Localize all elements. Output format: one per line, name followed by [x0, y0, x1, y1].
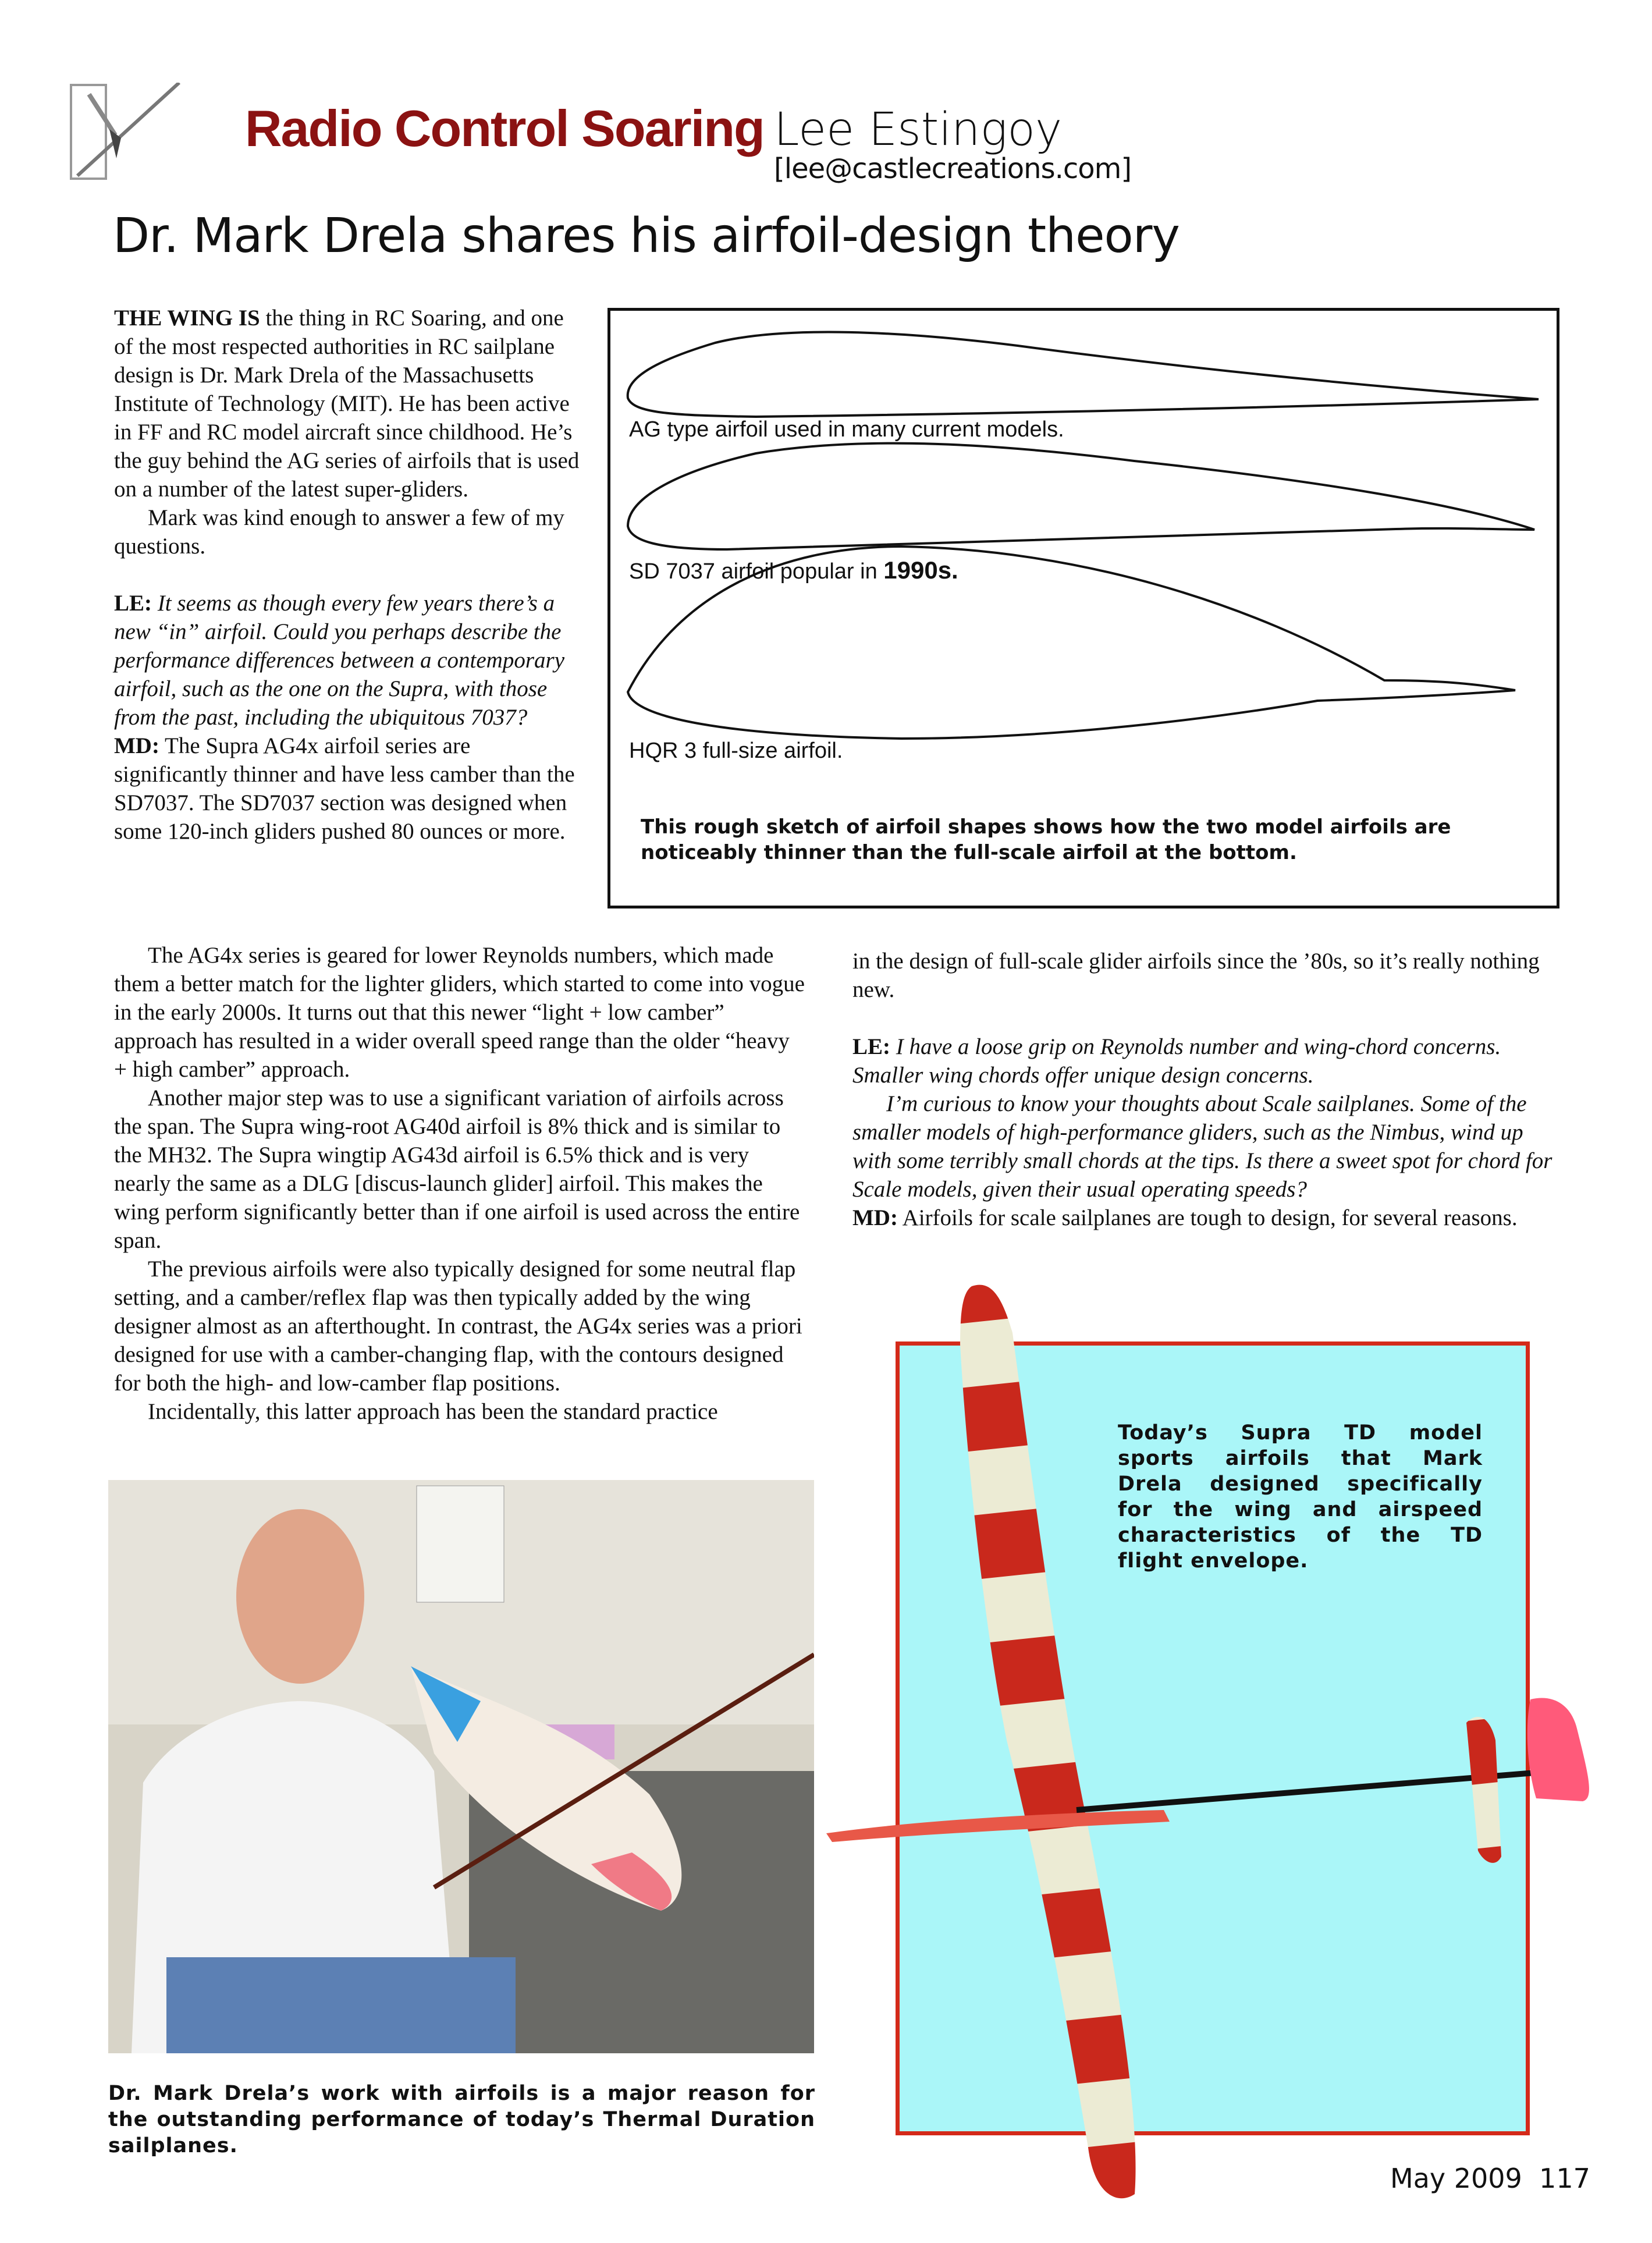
- question-1: [114, 589, 580, 732]
- question-2: [852, 1032, 1562, 1089]
- photo-caption: Dr. Mark Drela’s work with airfoils is a major reason for the outstanding performance of today’s Thermal Duration sailplanes.: [108, 2082, 815, 2157]
- answer-paragraph: The AG4x series is geared for lower Reynolds numbers, which made them a better match for the lighter gliders, which started to come into vogue in the early 2000s. It turns out that this newer “light + low camber” approach has resulted in a wider overall speed range than the older “heavy + high camber” approach.: [114, 943, 805, 1082]
- figure-caption: This rough sketch of airfoil shapes shows how the two model airfoils are noticeably thinner than the full-scale airfoil at the bottom.: [641, 815, 1451, 864]
- glider-logo-icon: [69, 83, 218, 181]
- lead-in: THE WING IS: [114, 306, 260, 331]
- answer-paragraph: The previous airfoils were also typically designed for some neutral flap setting, and a camber/reflex flap was then typically added by the wing designer almost as an afterthought. In contrast, the AG4x series was a priori designed for use with a camber-changing flap, with the contours designed for both the high- and low-camber flap positions.: [114, 1257, 802, 1396]
- department-title: Radio Control Soaring: [245, 100, 764, 157]
- answer-1: [114, 732, 580, 846]
- plane-caption: Today’s Supra TD model sports airfoils that Mark Drela designed specifically for the wing and airspeed characteristics of the TD flight envelope.: [1118, 1421, 1483, 1573]
- airfoil-figure: [607, 308, 1559, 908]
- question-2-paragraph: I’m curious to know your thoughts about Scale sailplanes. Some of the smaller models of high-performance gliders, such as the Nimbus, wind up with some terribly small chords at the tips. Is there a sweet spot for chord for Scale models, given their usual operating speeds?: [852, 1091, 1552, 1202]
- label-text: SD 7037 airfoil popular in: [629, 559, 877, 584]
- issue-date: May 2009: [1390, 2163, 1522, 2194]
- answer-paragraph-cont: in the design of full-scale glider airfoils since the ’80s, so it’s really nothing new.: [852, 949, 1540, 1002]
- question-text: I have a loose grip on Reynolds number and wing-chord concerns. Smaller wing chords offer unique design concerns.: [852, 1034, 1501, 1088]
- speaker-tag: MD:: [852, 1205, 898, 1230]
- speaker-tag: LE:: [852, 1034, 891, 1059]
- answer-paragraph: Incidentally, this latter approach has been the standard practice: [148, 1399, 718, 1424]
- article-column-wide: [114, 941, 807, 1426]
- label-suffix: 1990s.: [883, 556, 958, 584]
- answer-text: The Supra AG4x airfoil series are significantly thinner and have less camber than the SD7037. The SD7037 section was designed when some 120-inch gliders pushed 80 ounces or more.: [114, 733, 575, 844]
- page-footer: [1390, 2163, 1590, 2194]
- photo-mark-drela: [108, 1480, 814, 2053]
- supra-sailplane-image: [815, 1275, 1606, 2206]
- intro-text: the thing in RC Soaring, and one of the most respected authorities in RC sailplane design is Dr. Mark Drela of the Massachusetts Institute of Technology (MIT). He has been active in FF and RC model aircraft since childhood. He’s the guy behind the AG series of airfoils that is used on a number of the latest super-gliders.: [114, 306, 580, 502]
- sd7037-airfoil-shape: [628, 443, 1534, 549]
- article-column-left: [114, 304, 580, 846]
- airfoil-label-sd7037: [629, 556, 958, 584]
- author-name: Lee Estingoy: [774, 104, 1063, 156]
- answer-paragraph: Another major step was to use a significant variation of airfoils across the span. The Supra wing-root AG40d airfoil is 8% thick and is similar to the MH32. The Supra wingtip AG43d airfoil is 6.5% thick and is very nearly the same as a DLG [discus-launch glider] airfoil. This makes the wing perform significantly better than if one airfoil is used across the entire span.: [114, 1085, 800, 1253]
- airfoil-label-hqr3: HQR 3 full-size airfoil.: [629, 739, 843, 763]
- article-column-right: [852, 947, 1562, 1232]
- question-text: It seems as though every few years there’s a new “in” airfoil. Could you perhaps describe the performance differences between a contemporary airfoil, such as the one on the Supra, with those from the past, including the ubiquitous 7037?: [114, 591, 565, 730]
- author-email: [lee@castlecreations.com]: [774, 152, 1132, 185]
- answer-text: Airfoils for scale sailplanes are tough to design, for several reasons.: [897, 1205, 1518, 1230]
- article-title: Dr. Mark Drela shares his airfoil-design theory: [113, 208, 1180, 264]
- answer-2: [852, 1204, 1562, 1232]
- speaker-tag: MD:: [114, 733, 159, 758]
- page-number: 117: [1539, 2163, 1590, 2194]
- airfoil-label-ag: AG type airfoil used in many current models.: [629, 417, 1064, 442]
- speaker-tag: LE:: [114, 591, 152, 616]
- intro-paragraph: [114, 304, 580, 503]
- intro-paragraph-2: Mark was kind enough to answer a few of my questions.: [114, 505, 564, 559]
- ag-airfoil-shape: [628, 332, 1539, 417]
